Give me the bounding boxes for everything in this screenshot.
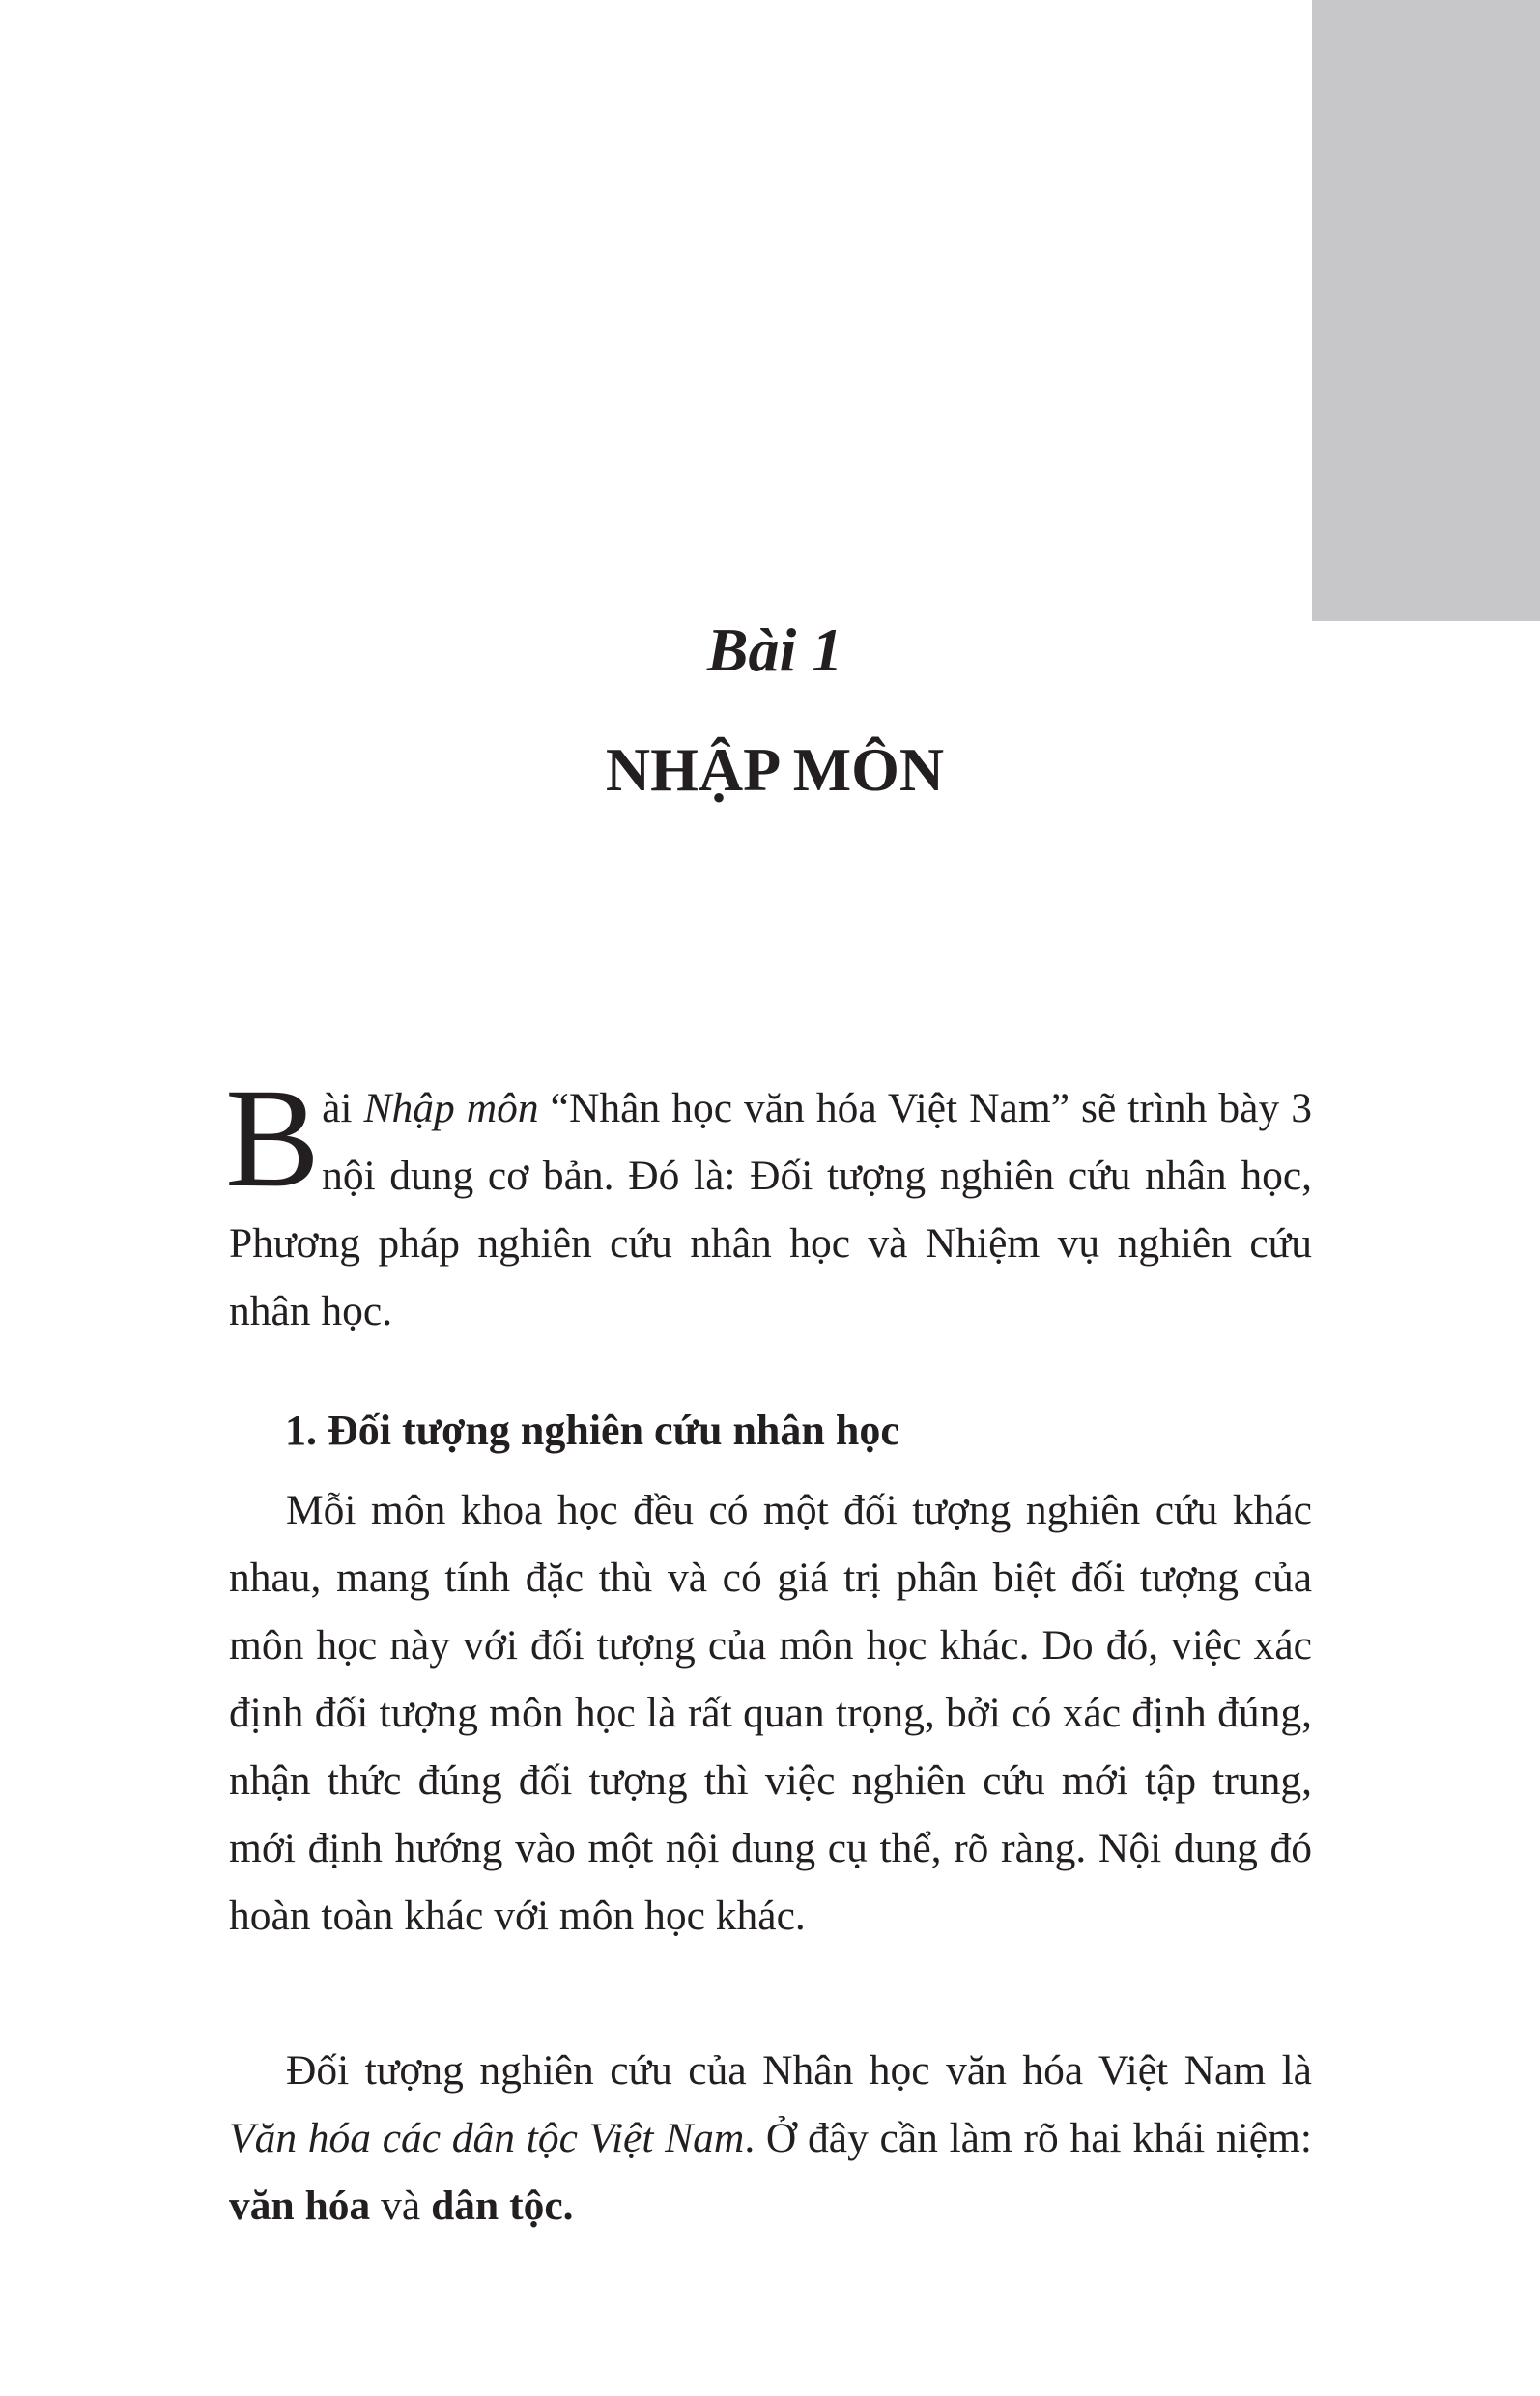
intro-text-1: ài [322,1085,364,1131]
chapter-thumb-tab [1312,0,1540,621]
para2-italic-term: Văn hóa các dân tộc Việt Nam [229,2115,745,2161]
para2-text-3: và [370,2182,432,2229]
para2-bold-term-1: văn hóa [229,2182,371,2229]
drop-cap: B [225,1059,321,1216]
intro-paragraph [225,1059,1312,1345]
para2-text-2: . Ở đây cần làm rõ hai khái niệm: [744,2115,1312,2161]
intro-text-2: “Nhân học văn hóa Việt Nam” sẽ trình bày 3 nội dung cơ bản. Đó là: Đối tượng nghiên cứu nhân học, Phương pháp nghiên cứu nhân học và Nhiệm vụ nghiên cứu nhân học. [229,1085,1312,1334]
section-heading: 1. Đối tượng nghiên cứu nhân học [285,1407,899,1454]
chapter-title: NHẬP MÔN [605,735,945,804]
intro-italic-term: Nhập môn [363,1085,539,1131]
chapter-number: Bài 1 [706,615,843,684]
body-paragraph-1 [229,1476,1312,1950]
body-paragraph-2 [229,2037,1312,2239]
body-paragraph-1-text: Mỗi môn khoa học đều có một đối tượng nghiên cứu khác nhau, mang tính đặc thù và có giá trị phân biệt đối tượng của môn học này với đối tượng của môn học khác. Do đó, việc xác định đối tượng môn học là rất quan trọng, bởi có xác định đúng, nhận thức đúng đối tượng thì việc nghiên cứu mới tập trung, mới định hướng vào một nội dung cụ thể, rõ ràng. Nội dung đó hoàn toàn khác với môn học khác. [229,1487,1312,1939]
para2-text-1: Đối tượng nghiên cứu của Nhân học văn hóa Việt Nam là [286,2047,1312,2094]
para2-bold-term-2: dân tộc. [431,2182,574,2229]
